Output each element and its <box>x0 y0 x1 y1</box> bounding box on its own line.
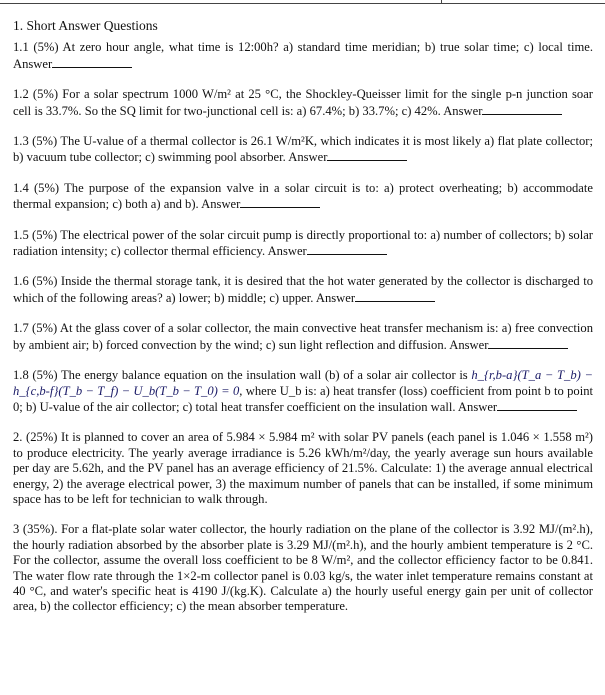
question-text: 1.8 (5%) The energy balance equation on the insulation wall (b) of a solar air collector is <box>13 368 468 383</box>
question-1-4 <box>13 181 593 213</box>
answer-blank <box>240 196 320 208</box>
question-1-8 <box>13 368 593 415</box>
answer-blank <box>488 337 568 349</box>
question-1-5 <box>13 228 593 260</box>
energy-balance-equation: h_{r,b-a}(T_a − T_b) − h_{c,b-f}(T_b − T_f) − U_b(T_b − T_0) = 0 <box>13 368 593 398</box>
answer-blank <box>482 103 562 115</box>
problem-3: 3 (35%). For a flat-plate solar water collector, the hourly radiation on the plane of the collector is 3.92 MJ/(m².h), the hourly radiation absorbed by the absorber plate is 3.29 MJ/(m².h), and the hourly ambient temperature is 2 °C. For the collector, assume the overall loss coefficient to be 8 W/m², and the collector efficiency factor to be 0.841. The water flow rate through the 1×2-m collector panel is 0.03 kg/s, the water inlet temperature remains constant at 40 °C, and water's specific heat is 4190 J/(kg.K). Calculate a) the hourly useful energy gain per unit of collector area, b) the collector efficiency; c) the mean absorber temperature. <box>13 522 593 614</box>
question-text: , where U_b is: a) heat transfer (loss) coefficient from point b to point 0; b) U-value of the air collector; c) total heat transfer coefficient on the insulation wall. Answer <box>13 383 594 414</box>
question-text: 1.3 (5%) The U-value of a thermal collector is 26.1 W/m²K, which indicates it is most likely a) flat plate collector; b) vacuum tube collector; c) swimming pool absorber. Answer <box>13 134 593 165</box>
answer-blank <box>307 243 387 255</box>
question-text: 1.4 (5%) The purpose of the expansion valve in a solar circuit is to: a) protect overheating; b) accommodate thermal expansion; c) both a) and b). Answer <box>13 180 593 212</box>
answer-blank <box>327 149 407 161</box>
problem-2: 2. (25%) It is planned to cover an area of 5.984 × 5.984 m² with solar PV panels (each panel is 1.046 × 1.558 m²) to produce electricity. The yearly average irradiance is 5.26 kWh/m²/day, the yearly average sun hours available per day are 5.62h, and the PV panel has an average efficiency of 21.5%. Calculate: 1) the average annual electrical energy, 2) the average electrical power, 3) the maximum number of panels that can be installed, if some minimum space has to be left for technician to walk through. <box>13 430 593 506</box>
section-title: 1. Short Answer Questions <box>13 18 158 33</box>
question-text: 1.2 (5%) For a solar spectrum 1000 W/m² at 25 °C, the Shockley-Queisser limit for the single p-n junction soar cell is 33.7%. So the SQ limit for two-junctional cell is: a) 67.4%; b) 33.7%; c) 42%. Answer <box>13 87 593 118</box>
question-text: 1.6 (5%) Inside the thermal storage tank, it is desired that the hot water generated by the collector is discharged to which of the following areas? a) lower; b) middle; c) upper. Answer <box>13 274 593 305</box>
question-1-6 <box>13 274 593 306</box>
question-text: 1.1 (5%) At zero hour angle, what time is 12:00h? a) standard time meridian; b) true solar time; c) local time. Answer <box>13 40 593 71</box>
exam-page <box>13 18 593 630</box>
answer-blank <box>355 290 435 302</box>
question-text: 1.5 (5%) The electrical power of the solar circuit pump is directly proportional to: a) number of collectors; b) solar radiation intensity; c) collector thermal efficiency. Answer <box>13 227 593 259</box>
question-1-1 <box>13 40 593 72</box>
question-1-7 <box>13 321 593 353</box>
question-1-3 <box>13 134 593 166</box>
answer-blank <box>52 56 132 68</box>
top-rule-tick <box>441 0 442 4</box>
top-rule <box>0 3 605 4</box>
answer-blank <box>497 399 577 411</box>
question-text: 1.7 (5%) At the glass cover of a solar collector, the main convective heat transfer mechanism is: a) free convection by ambient air; b) forced convection by the wind; c) sun light reflection and diffusion. Answer <box>13 321 593 352</box>
question-1-2 <box>13 87 593 119</box>
